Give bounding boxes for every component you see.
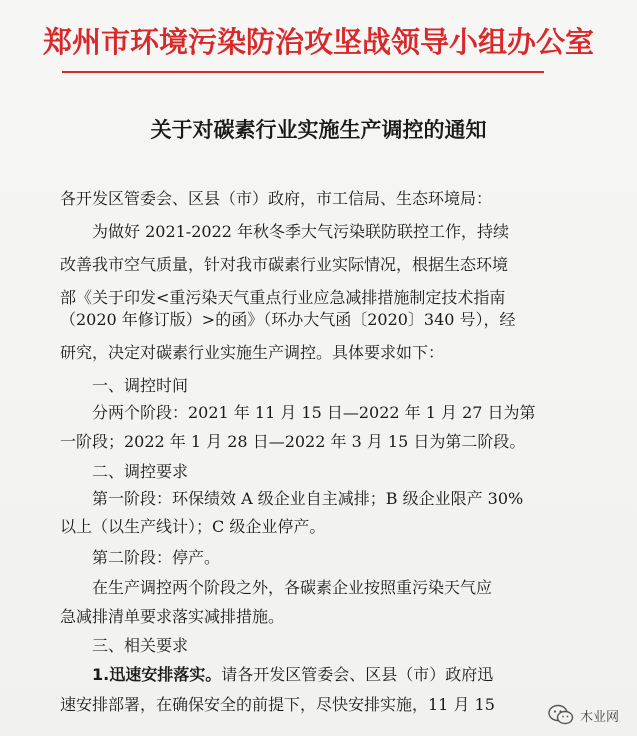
watermark	[548, 704, 619, 726]
section-heading: 三、相关要求	[92, 636, 189, 655]
intro-line: 研究，决定对碳素行业实施生产调控。具体要求如下：	[60, 343, 445, 362]
section-line: 在生产调控两个阶段之外，各碳素企业按照重污染天气应	[92, 578, 493, 597]
watermark-text: 木业网	[579, 709, 619, 725]
section-item-label: 1.迅速安排落实。	[92, 665, 222, 684]
wechat-icon	[548, 704, 574, 726]
intro-line: 部《关于印发<重污染天气重点行业应急减排措施制定技术指南	[60, 288, 506, 307]
intro-line: （2020 年修订版）>的函》（环办大气函〔2020〕340 号），经	[60, 310, 516, 329]
section-item-line	[92, 662, 637, 685]
section-item-text: 请各开发区管委会、区县（市）政府迅	[221, 665, 494, 684]
section-heading: 二、调控要求	[92, 462, 189, 481]
section-item-line: 速安排部署，在确保安全的前提下，尽快安排实施，11 月 15	[60, 695, 495, 714]
section-line: 以上（以生产线计）；C 级企业停产。	[60, 517, 326, 536]
section-line: 第一阶段：环保绩效 A 级企业自主减排；B 级企业限产 30%	[92, 489, 524, 508]
section-line: 急减排清单要求落实减排措施。	[60, 607, 285, 626]
document-title: 关于对碳素行业实施生产调控的通知	[150, 118, 487, 142]
org-header-title: 郑州市环境污染防治攻坚战领导小组办公室	[42, 25, 594, 59]
intro-line: 改善我市空气质量，针对我市碳素行业实际情况，根据生态环境	[60, 255, 509, 274]
header-red-rule	[62, 71, 544, 73]
section-line: 分两个阶段：2021 年 11 月 15 日—2022 年 1 月 27 日为第	[92, 403, 536, 422]
section-heading: 一、调控时间	[92, 376, 189, 395]
section-line: 一阶段；2022 年 1 月 28 日—2022 年 3 月 15 日为第二阶段。	[60, 432, 526, 451]
intro-line: 为做好 2021-2022 年秋冬季大气污染联防联控工作，持续	[92, 222, 510, 241]
section-line: 第二阶段：停产。	[92, 548, 221, 567]
addressee-line: 各开发区管委会、区县（市）政府，市工信局、生态环境局：	[60, 189, 493, 208]
